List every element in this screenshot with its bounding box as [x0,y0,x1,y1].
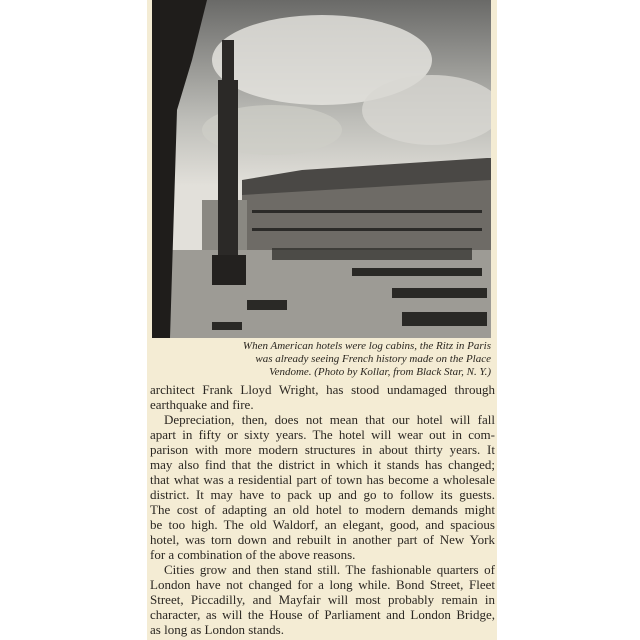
text-line: be too high. The old Waldorf, an elegant, good, and spacious [150,517,495,532]
text-line: district. It may have to pack up and go to follow its guests. [150,487,495,502]
photo-caption [190,340,491,379]
text-line: Street, Piccadilly, and Mayfair will most probably remain in [150,592,495,607]
text-line: London have not changed for a long while. Bond Street, Fleet [150,577,495,592]
text-line: Depreciation, then, does not mean that our hotel will fall [164,412,495,427]
caption-line: When American hotels were log cabins, the Ritz in Paris [242,340,491,352]
body-text [150,382,495,637]
text-line: parison with more modern structures in about thirty years. It [150,442,495,457]
text-line: character, as will the House of Parliament and London Bridge, [150,607,495,622]
text-line: hotel, was torn down and rebuilt in another part of New York [150,532,495,547]
text-line: apart in fifty or sixty years. The hotel will wear out in com- [150,427,495,442]
text-line: may also find that the district in which it stands has changed; [150,457,495,472]
text-line: as long as London stands. [150,622,284,637]
text-line: The cost of adapting an old hotel to modern demands might [150,502,495,517]
text-line: architect Frank Lloyd Wright, has stood undamaged through [150,382,495,397]
photo-place-vendome [152,0,491,338]
text-line: earthquake and fire. [150,397,254,412]
caption-line: was already seeing French history made on the Place [255,353,491,365]
text-line: Cities grow and then stand still. The fashionable quarters of [164,562,495,577]
text-line: for a combination of the above reasons. [150,547,356,562]
text-line: that what was a residential part of town has become a wholesale [150,472,495,487]
caption-line: Vendome. (Photo by Kollar, from Black Star, N. Y.) [269,366,491,378]
